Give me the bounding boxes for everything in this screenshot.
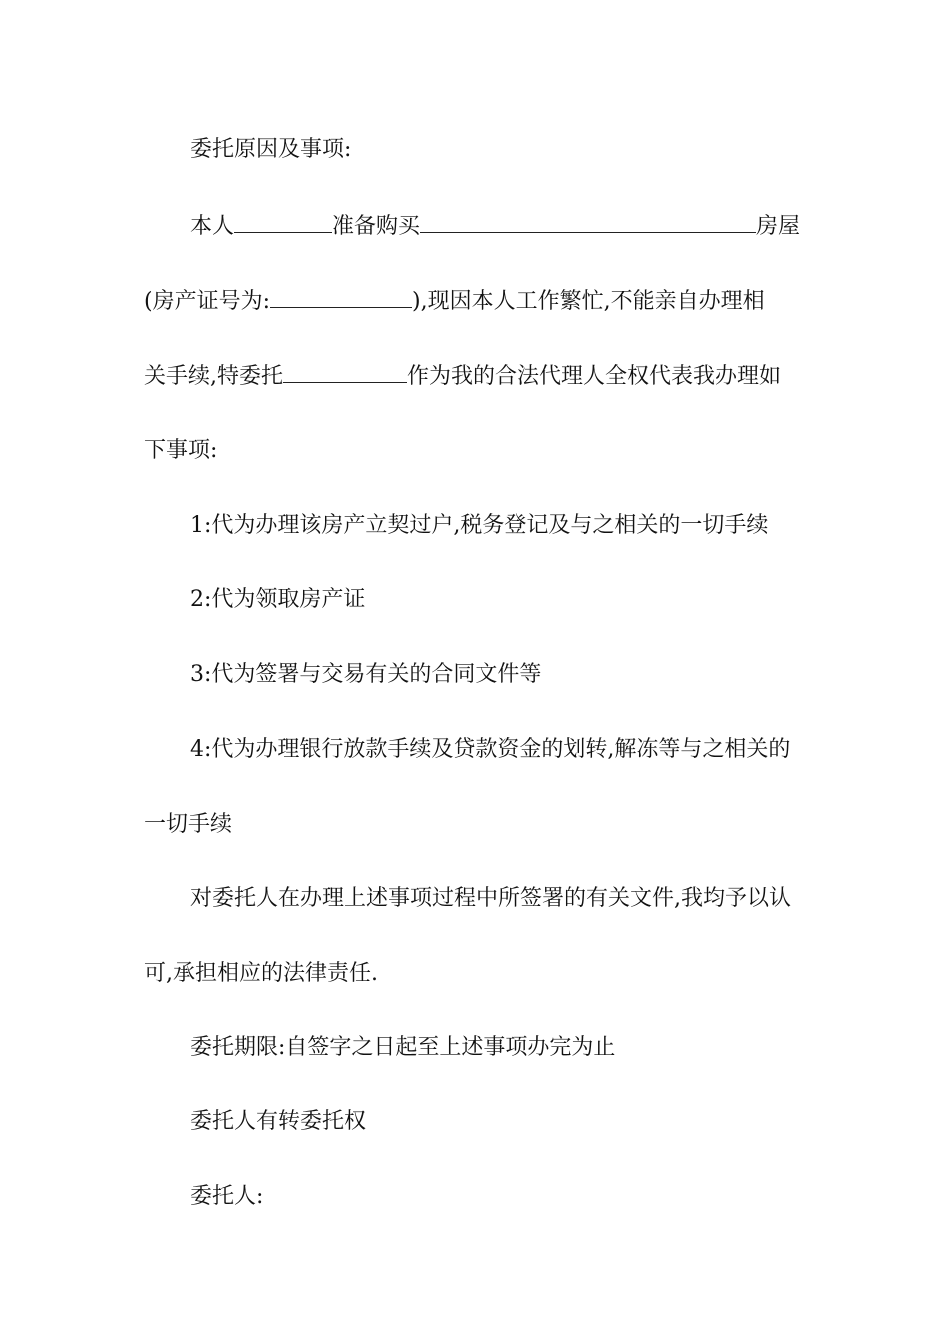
approval-line-1: [190, 883, 808, 915]
text-certificate-label: (房产证号为:: [144, 289, 270, 314]
text-entrust: 关手续,特委托: [144, 364, 283, 389]
principal-label: 委托人:: [190, 1184, 264, 1209]
section-heading: [190, 134, 808, 166]
item-4-text: 4:代为办理银行放款手续及贷款资金的划转,解冻等与之相关的: [190, 737, 791, 762]
heading-text: 委托原因及事项:: [190, 137, 352, 162]
paragraph-line-1: [190, 210, 808, 242]
item-3-text: 3:代为签署与交易有关的合同文件等: [190, 662, 542, 687]
list-item: [190, 734, 808, 766]
blank-certificate-number: [270, 285, 412, 308]
period-line: [190, 1032, 808, 1064]
text-agent-role: 作为我的合法代理人全权代表我办理如: [407, 364, 782, 389]
list-item: [190, 659, 808, 691]
blank-property-address: [420, 210, 756, 233]
list-item: [190, 584, 808, 616]
transfer-line: [190, 1106, 808, 1138]
text-house: 房屋: [756, 214, 801, 239]
paragraph-line-3: [144, 360, 808, 392]
paragraph-line-2: [144, 285, 808, 317]
principal-signature-line: [190, 1181, 808, 1213]
text-following-items: 下事项:: [144, 438, 218, 463]
list-item-continuation: [144, 809, 808, 841]
list-item: [190, 510, 808, 542]
approval-line-2: [144, 958, 808, 990]
blank-principal-name: [234, 210, 332, 233]
text-principal: 本人: [190, 214, 235, 239]
transfer-text: 委托人有转委托权: [190, 1109, 367, 1134]
approval-text-1: 对委托人在办理上述事项过程中所签署的有关文件,我均予以认: [190, 886, 791, 911]
item-4-continuation: 一切手续: [144, 812, 233, 837]
blank-agent-name: [283, 360, 407, 383]
text-reason: ),现因本人工作繁忙,不能亲自办理相: [412, 289, 765, 314]
paragraph-line-4: [144, 435, 808, 467]
text-intend-buy: 准备购买: [332, 214, 421, 239]
period-text: 委托期限:自签字之日起至上述事项办完为止: [190, 1035, 616, 1060]
approval-text-2: 可,承担相应的法律责任.: [144, 961, 378, 986]
item-2-text: 2:代为领取房产证: [190, 587, 366, 612]
item-1-text: 1:代为办理该房产立契过户,税务登记及与之相关的一切手续: [190, 513, 769, 538]
